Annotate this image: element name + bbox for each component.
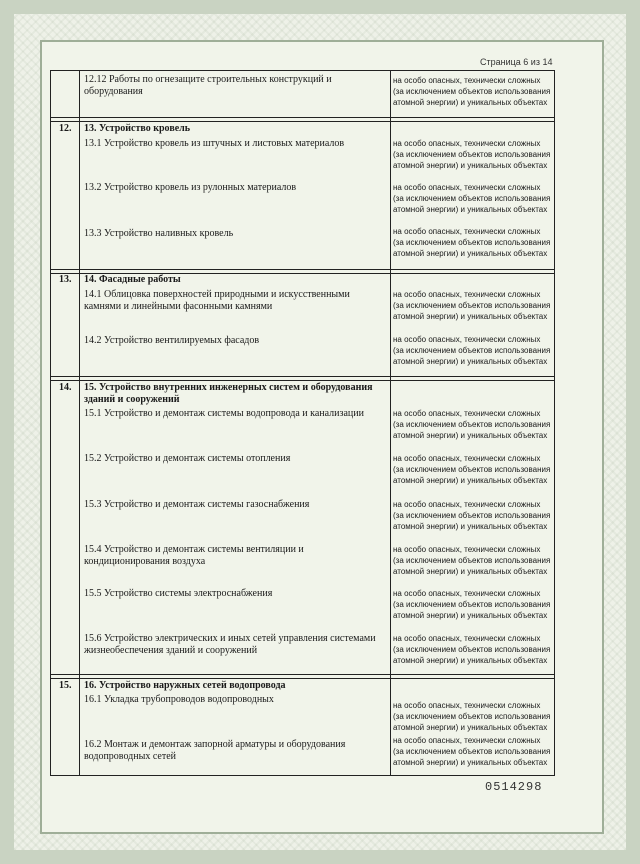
row-divider — [51, 376, 554, 381]
work-item-label: 13.2 Устройство кровель из рулонных материалов — [84, 182, 297, 193]
row-number: 12. — [59, 123, 72, 134]
serial-number: 0514298 — [485, 780, 543, 794]
work-item-label: 16.2 Монтаж и демонтаж запорной арматуры и оборудования водопроводных сетей — [84, 739, 346, 762]
page-number: Страница 6 из 14 — [480, 57, 553, 67]
license-table — [50, 70, 555, 776]
work-item-scope: на особо опасных, технически сложных (за исключением объектов использования атомной энергии) и уникальных объектах — [393, 290, 551, 321]
section-header: 16. Устройство наружных сетей водопровода — [84, 680, 286, 691]
section-header: 15. Устройство внутренних инженерных систем и оборудования зданий и сооружений — [84, 382, 373, 405]
work-item-scope: на особо опасных, технически сложных (за исключением объектов использования атомной энергии) и уникальных объектах — [393, 139, 551, 170]
work-item-label: 15.3 Устройство и демонтаж системы газоснабжения — [84, 499, 310, 510]
column-divider — [390, 71, 391, 775]
section-header: 14. Фасадные работы — [84, 274, 181, 285]
row-number: 14. — [59, 382, 72, 393]
work-item-scope: на особо опасных, технически сложных (за исключением объектов использования атомной энергии) и уникальных объектах — [393, 589, 551, 620]
work-item-label: 15.5 Устройство системы электроснабжения — [84, 588, 273, 599]
work-item-scope: на особо опасных, технически сложных (за исключением объектов использования атомной энергии) и уникальных объектах — [393, 335, 551, 366]
work-item-scope: на особо опасных, технически сложных (за исключением объектов использования атомной энергии) и уникальных объектах — [393, 545, 551, 576]
work-item-label: 13.3 Устройство наливных кровель — [84, 228, 234, 239]
row-number: 13. — [59, 274, 72, 285]
row-divider — [51, 117, 554, 122]
column-divider — [79, 71, 80, 775]
work-item-label: 15.6 Устройство электрических и иных сетей управления системами жизнеобеспечения зданий и сооружений — [84, 633, 376, 656]
work-item-label: 15.4 Устройство и демонтаж системы вентиляции и кондиционирования воздуха — [84, 544, 304, 567]
work-item-label: 15.2 Устройство и демонтаж системы отопления — [84, 453, 291, 464]
work-item-scope: на особо опасных, технически сложных (за исключением объектов использования атомной энергии) и уникальных объектах — [393, 701, 551, 732]
work-item-label: 14.2 Устройство вентилируемых фасадов — [84, 335, 260, 346]
work-item-scope: на особо опасных, технически сложных (за исключением объектов использования атомной энергии) и уникальных объектах — [393, 76, 551, 107]
row-divider — [51, 674, 554, 679]
work-item-label: 14.1 Облицовка поверхностей природными и искусственными камнями и линейными фасонными камнями — [84, 289, 350, 312]
work-item-scope: на особо опасных, технически сложных (за исключением объектов использования атомной энергии) и уникальных объектах — [393, 409, 551, 440]
work-item-scope: на особо опасных, технически сложных (за исключением объектов использования атомной энергии) и уникальных объектах — [393, 634, 551, 665]
work-item-scope: на особо опасных, технически сложных (за исключением объектов использования атомной энергии) и уникальных объектах — [393, 736, 551, 767]
work-item-scope: на особо опасных, технически сложных (за исключением объектов использования атомной энергии) и уникальных объектах — [393, 227, 551, 258]
row-number: 15. — [59, 680, 72, 691]
work-item-scope: на особо опасных, технически сложных (за исключением объектов использования атомной энергии) и уникальных объектах — [393, 183, 551, 214]
section-header: 13. Устройство кровель — [84, 123, 191, 134]
work-item-label: 13.1 Устройство кровель из штучных и листовых материалов — [84, 138, 345, 149]
work-item-scope: на особо опасных, технически сложных (за исключением объектов использования атомной энергии) и уникальных объектах — [393, 500, 551, 531]
work-item-label: 12.12 Работы по огнезащите строительных конструкций и оборудования — [84, 74, 332, 97]
work-item-label: 16.1 Укладка трубопроводов водопроводных — [84, 694, 274, 705]
work-item-label: 15.1 Устройство и демонтаж системы водопровода и канализации — [84, 408, 364, 419]
work-item-scope: на особо опасных, технически сложных (за исключением объектов использования атомной энергии) и уникальных объектах — [393, 454, 551, 485]
